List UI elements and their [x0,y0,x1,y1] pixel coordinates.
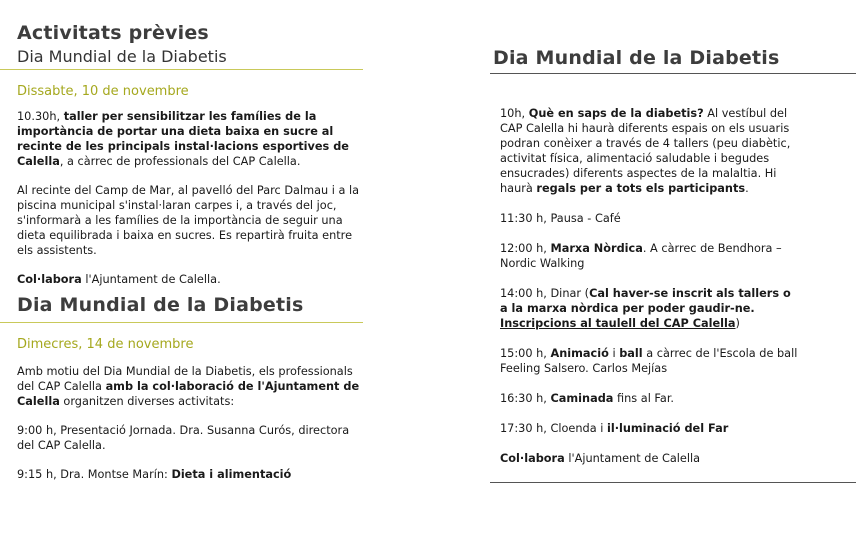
program-item [500,106,800,196]
program-item [500,286,800,331]
text: fins al Far. [613,392,675,405]
program-item [500,346,800,376]
section-heading-world-diabetes-day: Dia Mundial de la Diabetis [17,294,304,316]
bold-text: Col·labora [500,452,565,465]
bold-text: il·luminació del Far [606,422,729,435]
paragraph-collaboration [17,272,362,287]
section-heading-previous-activities: Activitats prèvies [17,22,209,44]
divider [490,73,856,74]
collaboration-label: Col·labora [17,273,82,286]
paragraph-intro [17,364,362,409]
bold-text: Cal haver-se inscrit als tallers o a la marxa nòrdica per poder gaudir-ne. [500,287,791,315]
divider [0,322,363,323]
program-item [500,451,800,466]
text: 10h, [500,107,529,120]
text: a càrrec de l'Escola de ball Feeling Salsero. Carlos Mejías [500,347,798,375]
text: Al vestíbul del CAP Calella hi haurà diferents espais on els usuaris podran conèixer a través de 4 tallers (peu diabètic, activitat física, alimentació saludable i begudes ensucrades) diferents aspectes de la malaltia. Hi haurà [500,107,791,195]
program-item [500,241,800,271]
paragraph-presentation: 9:00 h, Presentació Jornada. Dra. Susanna Curós, directora del CAP Calella. [17,424,350,452]
bold-text: ball [619,347,643,360]
text: Amb motiu del Dia Mundial de la Diabetis, els professionals del CAP Calella [17,365,353,393]
bold-text: Inscripcions al taulell del CAP Calella [500,317,736,330]
diet-talk-title: Dieta i alimentació [171,468,292,481]
text: , a càrrec de professionals del CAP Calella. [59,155,301,168]
text: organitzen diverses activitats: [59,395,235,408]
paragraph-diet-talk [17,467,362,482]
program-item [500,211,800,226]
text: . A càrrec de Bendhora – Nordic Walking [500,242,782,270]
bold-text: Què en saps de la diabetis? [528,107,704,120]
bold-text: Animació [550,347,609,360]
text: 17:30 h, Cloenda i [500,422,607,435]
program-item [500,421,800,436]
text: ) [735,317,740,330]
program-heading: Dia Mundial de la Diabetis [493,47,780,69]
date-wednesday: Dimecres, 14 de novembre [17,337,194,352]
text: . [745,182,749,195]
text: 14:00 h, Dinar ( [500,287,590,300]
right-column [493,47,859,483]
text: 15:00 h, [500,347,551,360]
left-column [17,22,362,482]
section-subheading: Dia Mundial de la Diabetis [17,47,227,66]
collaboration-text: l'Ajuntament de Calella. [81,273,221,286]
paragraph-venues: Al recinte del Camp de Mar, al pavelló del Parc Dalmau i a la piscina municipal s'instal·laran carpes i, a través del joc, s'informarà a les famílies de la importància de seguir una dieta equilibrada i baixa en sucres. Es repartirà fruita entre els assistents. [17,184,360,257]
divider [490,482,856,483]
divider [0,69,363,70]
text: l'Ajuntament de Calella [564,452,701,465]
bold-text: Marxa Nòrdica [550,242,643,255]
date-saturday: Dissabte, 10 de novembre [17,84,189,99]
text: 16:30 h, [500,392,551,405]
diet-talk-time: 9:15 h, Dra. Montse Marín: [17,468,172,481]
paragraph-workshop [17,109,362,169]
bold-text: regals per a tots els participants [536,182,746,195]
bold-text: Caminada [550,392,614,405]
program-item [500,391,800,406]
text: i [608,347,620,360]
bold-text: amb la col·laboració de l'Ajuntament de Calella [17,380,360,408]
text: 11:30 h, Pausa - Café [500,212,621,225]
bold-text: taller per sensibilitzar les famílies de la importància de portar una dieta baixa en sucre al recinte de les principals instal·lacions esportives de Calella [17,110,349,168]
text: 10.30h, [17,110,64,123]
text: 12:00 h, [500,242,551,255]
program-list [500,106,800,466]
